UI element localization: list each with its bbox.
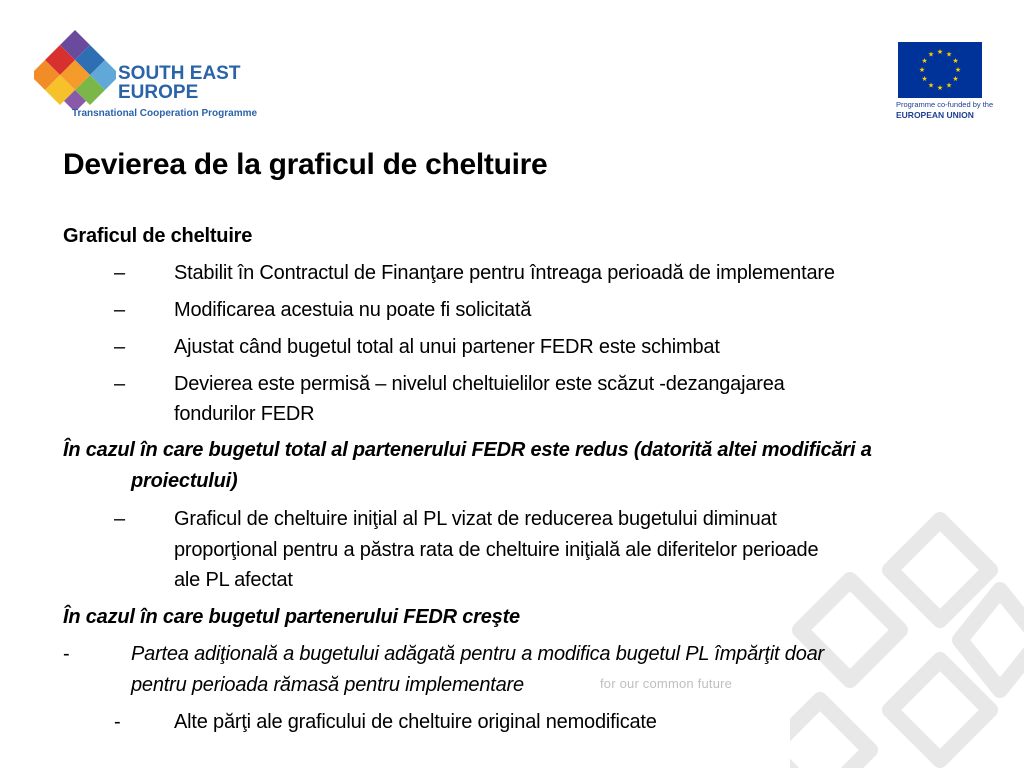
bullet-initial-schedule-line2: proporţional pentru a păstra rata de cheltuire iniţială ale diferitelor perioade xyxy=(174,539,819,561)
bullet-additional-part-line2: pentru perioada rămasă pentru implementare xyxy=(131,674,524,696)
svg-text:★: ★ xyxy=(954,66,962,74)
svg-text:★: ★ xyxy=(921,75,928,83)
svg-text:★: ★ xyxy=(927,81,935,90)
svg-text:★: ★ xyxy=(945,81,953,90)
bullet-dash: – xyxy=(114,508,126,530)
bullet-additional-part-line1: Partea adiţională a bugetului adăgată pentru a modifica bugetul PL împărţit doar xyxy=(131,643,825,665)
bullet-deviation-line2: fondurilor FEDR xyxy=(174,403,315,425)
svg-text:★: ★ xyxy=(952,75,959,83)
slide-title: Devierea de la graficul de cheltuire xyxy=(63,148,548,181)
eu-cofunded-note: Programme co-funded by the xyxy=(896,100,994,109)
bullet-hyphen: - xyxy=(114,711,121,733)
bullet-deviation-line1: Devierea este permisă – nivelul cheltuielilor este scăzut -dezangajarea xyxy=(174,373,785,395)
svg-text:★: ★ xyxy=(945,50,953,59)
heading-spending-schedule: Graficul de cheltuire xyxy=(63,225,253,247)
bullet-other-parts: Alte părţi ale graficului de cheltuire original nemodificate xyxy=(174,711,657,733)
eu-logo xyxy=(894,42,1004,122)
svg-text:★: ★ xyxy=(918,66,926,74)
see-logo-name xyxy=(118,64,240,102)
see-logo-subtitle: Transnational Cooperation Programme xyxy=(72,108,258,119)
bullet-initial-schedule-line1: Graficul de cheltuire iniţial al PL vizat de reducerea bugetului diminuat xyxy=(174,508,777,530)
bullet-established: Stabilit în Contractul de Finanţare pentru întreaga perioadă de implementare xyxy=(174,262,835,284)
bullet-dash: – xyxy=(114,373,126,395)
watermark-flower-icon xyxy=(790,500,1024,768)
bullet-adjusted: Ajustat când bugetul total al unui partener FEDR este schimbat xyxy=(174,336,720,358)
heading-budget-reduced-line2: proiectului) xyxy=(131,470,238,492)
heading-budget-increases: În cazul în care bugetul partenerului FEDR creşte xyxy=(63,606,520,628)
svg-text:★: ★ xyxy=(936,48,944,56)
bullet-dash: – xyxy=(114,299,126,321)
svg-text:★: ★ xyxy=(952,57,959,65)
bullet-modification: Modificarea acestuia nu poate fi solicitată xyxy=(174,299,532,321)
svg-text:★: ★ xyxy=(927,50,935,59)
bullet-initial-schedule-line3: ale PL afectat xyxy=(174,569,293,591)
eu-flag-icon xyxy=(898,42,982,98)
heading-budget-reduced-line1: În cazul în care bugetul total al partenerului FEDR este redus (datorită altei modificări a xyxy=(63,439,872,461)
bullet-dash: – xyxy=(114,336,126,358)
svg-text:★: ★ xyxy=(936,84,944,92)
watermark-tagline: for our common future xyxy=(600,676,733,691)
see-logo-line2: EUROPE xyxy=(118,82,199,103)
bullet-hyphen: - xyxy=(63,643,70,665)
see-logo-line1: SOUTH EAST xyxy=(118,63,241,84)
see-programme-logo xyxy=(34,28,274,124)
flower-logo-icon xyxy=(34,28,116,110)
svg-text:★: ★ xyxy=(921,57,928,65)
bullet-dash: – xyxy=(114,262,126,284)
eu-union-label: EUROPEAN UNION xyxy=(896,110,974,120)
